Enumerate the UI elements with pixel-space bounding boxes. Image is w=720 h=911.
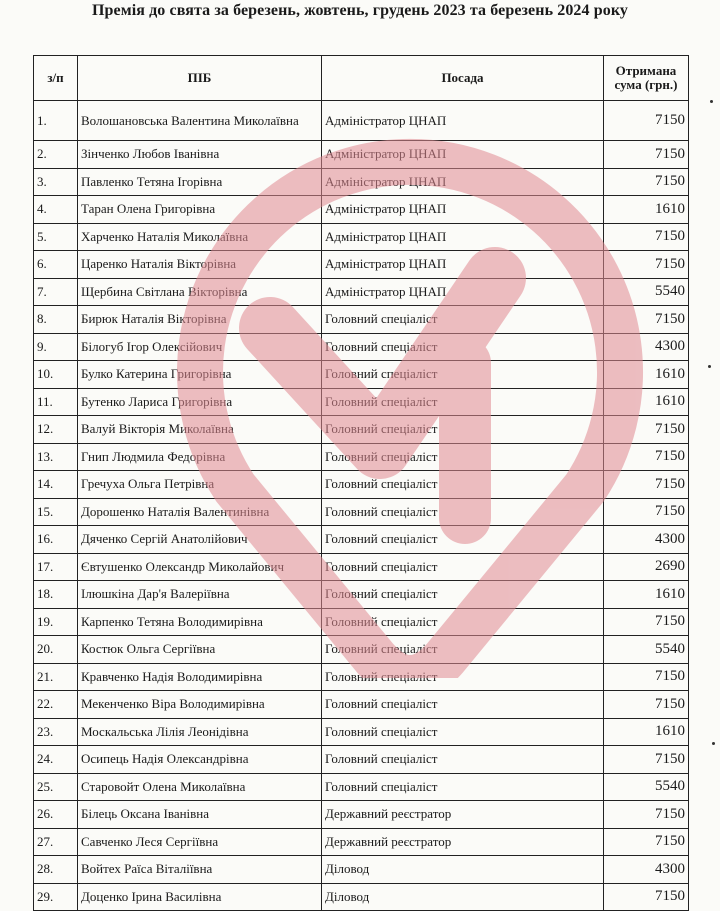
cell-amount: 5540 — [604, 278, 689, 306]
bonus-table — [33, 55, 689, 911]
cell-position: Діловод — [322, 883, 604, 911]
cell-name: Бутенко Лариса Григорівна — [78, 388, 322, 416]
cell-name: Білогуб Ігор Олексійович — [78, 333, 322, 361]
cell-amount: 7150 — [604, 746, 689, 774]
cell-name: Доценко Ірина Василівна — [78, 883, 322, 911]
cell-num: 18. — [34, 581, 78, 609]
cell-amount: 7150 — [604, 608, 689, 636]
cell-name: Таран Олена Григорівна — [78, 196, 322, 224]
table-row — [34, 746, 689, 774]
column-header-position: Посада — [322, 56, 604, 101]
column-header-name: ПІБ — [78, 56, 322, 101]
cell-position: Головний спеціаліст — [322, 718, 604, 746]
table-row — [34, 663, 689, 691]
table-body — [34, 101, 689, 911]
document-title: Премія до свята за березень, жовтень, грудень 2023 та березень 2024 року — [91, 2, 629, 19]
cell-num: 19. — [34, 608, 78, 636]
table-row — [34, 828, 689, 856]
cell-num: 1. — [34, 101, 78, 141]
cell-amount: 7150 — [604, 498, 689, 526]
cell-num: 24. — [34, 746, 78, 774]
cell-name: Кравченко Надія Володимирівна — [78, 663, 322, 691]
cell-num: 23. — [34, 718, 78, 746]
column-header-amount — [604, 56, 689, 101]
cell-amount: 7150 — [604, 691, 689, 719]
cell-num: 6. — [34, 251, 78, 279]
cell-position: Головний спеціаліст — [322, 526, 604, 554]
cell-name: Булко Катерина Григорівна — [78, 361, 322, 389]
cell-amount: 1610 — [604, 196, 689, 224]
cell-num: 29. — [34, 883, 78, 911]
cell-name: Мекенченко Віра Володимирівна — [78, 691, 322, 719]
cell-name: Павленко Тетяна Ігорівна — [78, 168, 322, 196]
table-row — [34, 168, 689, 196]
cell-num: 16. — [34, 526, 78, 554]
cell-amount: 7150 — [604, 168, 689, 196]
table-row — [34, 498, 689, 526]
cell-num: 20. — [34, 636, 78, 664]
cell-name: Дяченко Сергій Анатолійович — [78, 526, 322, 554]
margin-dot — [708, 365, 711, 368]
cell-amount: 4300 — [604, 856, 689, 884]
cell-position: Адміністратор ЦНАП — [322, 101, 604, 141]
cell-num: 10. — [34, 361, 78, 389]
table-row — [34, 388, 689, 416]
margin-dot — [710, 100, 713, 103]
table-row — [34, 581, 689, 609]
cell-position: Головний спеціаліст — [322, 691, 604, 719]
cell-position: Адміністратор ЦНАП — [322, 168, 604, 196]
table-row — [34, 608, 689, 636]
cell-num: 17. — [34, 553, 78, 581]
table-row — [34, 718, 689, 746]
table-row — [34, 883, 689, 911]
table-row — [34, 361, 689, 389]
cell-position: Адміністратор ЦНАП — [322, 278, 604, 306]
table-row — [34, 196, 689, 224]
cell-num: 15. — [34, 498, 78, 526]
margin-dot — [712, 742, 715, 745]
cell-position: Головний спеціаліст — [322, 581, 604, 609]
table-row — [34, 443, 689, 471]
cell-position: Головний спеціаліст — [322, 361, 604, 389]
cell-amount: 5540 — [604, 773, 689, 801]
cell-name: Дорошенко Наталія Валентинівна — [78, 498, 322, 526]
table-row — [34, 278, 689, 306]
table-row — [34, 553, 689, 581]
cell-amount: 7150 — [604, 223, 689, 251]
table-row — [34, 306, 689, 334]
cell-name: Костюк Ольга Сергіївна — [78, 636, 322, 664]
cell-amount: 1610 — [604, 718, 689, 746]
cell-num: 8. — [34, 306, 78, 334]
cell-num: 2. — [34, 141, 78, 169]
cell-position: Головний спеціаліст — [322, 663, 604, 691]
cell-position: Адміністратор ЦНАП — [322, 223, 604, 251]
cell-name: Валуй Вікторія Миколаївна — [78, 416, 322, 444]
cell-amount: 7150 — [604, 101, 689, 141]
cell-amount: 1610 — [604, 361, 689, 389]
cell-num: 28. — [34, 856, 78, 884]
table-row — [34, 141, 689, 169]
cell-name: Москальська Лілія Леонідівна — [78, 718, 322, 746]
cell-amount: 7150 — [604, 471, 689, 499]
cell-position: Головний спеціаліст — [322, 773, 604, 801]
cell-num: 9. — [34, 333, 78, 361]
cell-name: Царенко Наталія Вікторівна — [78, 251, 322, 279]
cell-num: 21. — [34, 663, 78, 691]
cell-amount: 7150 — [604, 416, 689, 444]
cell-num: 7. — [34, 278, 78, 306]
cell-name: Савченко Леся Сергіївна — [78, 828, 322, 856]
cell-num: 3. — [34, 168, 78, 196]
cell-name: Карпенко Тетяна Володимирівна — [78, 608, 322, 636]
table-row — [34, 223, 689, 251]
cell-num: 22. — [34, 691, 78, 719]
cell-amount: 5540 — [604, 636, 689, 664]
cell-position: Діловод — [322, 856, 604, 884]
cell-num: 25. — [34, 773, 78, 801]
cell-amount: 2690 — [604, 553, 689, 581]
cell-name: Гнип Людмила Федорівна — [78, 443, 322, 471]
cell-position: Головний спеціаліст — [322, 498, 604, 526]
cell-num: 11. — [34, 388, 78, 416]
cell-num: 12. — [34, 416, 78, 444]
cell-name: Волошановська Валентина Миколаївна — [78, 101, 322, 141]
cell-amount: 7150 — [604, 883, 689, 911]
cell-position: Головний спеціаліст — [322, 608, 604, 636]
cell-num: 13. — [34, 443, 78, 471]
cell-name: Зінченко Любов Іванівна — [78, 141, 322, 169]
cell-name: Бирюк Наталія Вікторівна — [78, 306, 322, 334]
cell-name: Старовойт Олена Миколаївна — [78, 773, 322, 801]
cell-name: Євтушенко Олександр Миколайович — [78, 553, 322, 581]
cell-amount: 4300 — [604, 526, 689, 554]
cell-name: Харченко Наталія Миколаївна — [78, 223, 322, 251]
cell-amount: 7150 — [604, 251, 689, 279]
cell-position: Головний спеціаліст — [322, 333, 604, 361]
cell-amount: 7150 — [604, 663, 689, 691]
cell-num: 27. — [34, 828, 78, 856]
cell-amount: 7150 — [604, 141, 689, 169]
cell-name: Білець Оксана Іванівна — [78, 801, 322, 829]
column-header-amount-line1: Отримана — [615, 63, 677, 78]
cell-amount: 7150 — [604, 801, 689, 829]
cell-name: Ілюшкіна Дар'я Валеріївна — [78, 581, 322, 609]
table-row — [34, 333, 689, 361]
cell-position: Адміністратор ЦНАП — [322, 251, 604, 279]
table-row — [34, 801, 689, 829]
table-row — [34, 471, 689, 499]
cell-amount: 1610 — [604, 581, 689, 609]
table-row — [34, 101, 689, 141]
cell-num: 26. — [34, 801, 78, 829]
cell-position: Державний реєстратор — [322, 828, 604, 856]
cell-amount: 1610 — [604, 388, 689, 416]
table-row — [34, 251, 689, 279]
cell-position: Головний спеціаліст — [322, 443, 604, 471]
cell-amount: 7150 — [604, 828, 689, 856]
cell-amount: 7150 — [604, 443, 689, 471]
cell-name: Гречуха Ольга Петрівна — [78, 471, 322, 499]
cell-position: Головний спеціаліст — [322, 306, 604, 334]
table-row — [34, 856, 689, 884]
cell-position: Адміністратор ЦНАП — [322, 141, 604, 169]
column-header-num: з/п — [34, 56, 78, 101]
cell-position: Головний спеціаліст — [322, 416, 604, 444]
cell-name: Щербина Світлана Вікторівна — [78, 278, 322, 306]
table-row — [34, 773, 689, 801]
cell-num: 5. — [34, 223, 78, 251]
cell-position: Головний спеціаліст — [322, 471, 604, 499]
cell-position: Головний спеціаліст — [322, 553, 604, 581]
cell-num: 4. — [34, 196, 78, 224]
cell-amount: 7150 — [604, 306, 689, 334]
cell-position: Головний спеціаліст — [322, 636, 604, 664]
cell-amount: 4300 — [604, 333, 689, 361]
table-row — [34, 636, 689, 664]
table-row — [34, 526, 689, 554]
cell-name: Войтех Раїса Віталіївна — [78, 856, 322, 884]
cell-position: Адміністратор ЦНАП — [322, 196, 604, 224]
cell-position: Державний реєстратор — [322, 801, 604, 829]
table-header-row — [34, 56, 689, 101]
column-header-amount-line2: сума (грн.) — [614, 77, 678, 92]
cell-position: Головний спеціаліст — [322, 388, 604, 416]
table-row — [34, 691, 689, 719]
cell-num: 14. — [34, 471, 78, 499]
cell-name: Осипець Надія Олександрівна — [78, 746, 322, 774]
table-row — [34, 416, 689, 444]
cell-position: Головний спеціаліст — [322, 746, 604, 774]
